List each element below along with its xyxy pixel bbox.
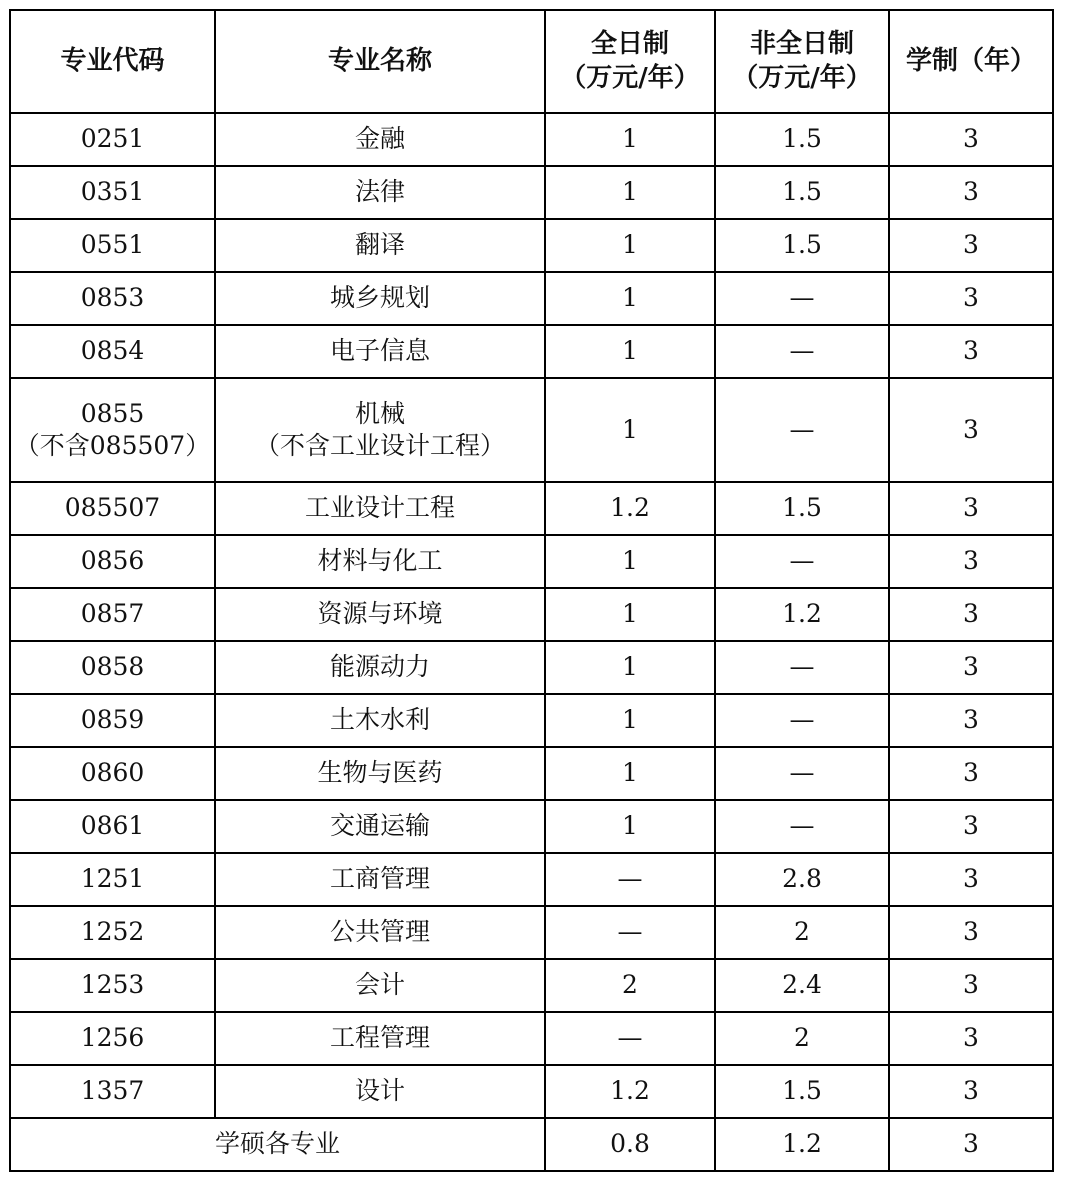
cell-duration: 3 <box>889 535 1053 588</box>
cell-parttime: 1.5 <box>715 113 889 166</box>
table-row <box>10 959 1053 1012</box>
cell-name <box>215 378 545 482</box>
cell-name: 工程管理 <box>215 1012 545 1065</box>
cell-duration: 3 <box>889 482 1053 535</box>
cell-fulltime: 1 <box>545 641 715 694</box>
cell-duration: 3 <box>889 325 1053 378</box>
cell-parttime: 2.8 <box>715 853 889 906</box>
cell-duration: 3 <box>889 906 1053 959</box>
cell-duration: 3 <box>889 959 1053 1012</box>
cell-name: 会计 <box>215 959 545 1012</box>
cell-duration: 3 <box>889 1012 1053 1065</box>
cell-fulltime: 1 <box>545 747 715 800</box>
cell-name: 生物与医药 <box>215 747 545 800</box>
table-row <box>10 113 1053 166</box>
cell-name: 电子信息 <box>215 325 545 378</box>
footer-fulltime: 0.8 <box>545 1118 715 1171</box>
cell-code: 0853 <box>10 272 215 325</box>
table-row <box>10 535 1053 588</box>
cell-fulltime: 1 <box>545 219 715 272</box>
header-fulltime-line2: （万元/年） <box>560 62 700 93</box>
cell-code: 1253 <box>10 959 215 1012</box>
cell-duration: 3 <box>889 113 1053 166</box>
cell-parttime: 1.5 <box>715 219 889 272</box>
cell-name: 能源动力 <box>215 641 545 694</box>
cell-name: 资源与环境 <box>215 588 545 641</box>
cell-parttime: — <box>715 325 889 378</box>
cell-fulltime: 1 <box>545 535 715 588</box>
cell-name: 工商管理 <box>215 853 545 906</box>
header-parttime-line2: （万元/年） <box>732 62 872 93</box>
cell-parttime: — <box>715 747 889 800</box>
header-code: 专业代码 <box>10 10 215 113</box>
table-row <box>10 694 1053 747</box>
cell-fulltime: — <box>545 853 715 906</box>
cell-fulltime: — <box>545 906 715 959</box>
cell-duration: 3 <box>889 166 1053 219</box>
cell-parttime: — <box>715 800 889 853</box>
table-row <box>10 272 1053 325</box>
table-row <box>10 641 1053 694</box>
cell-fulltime: 1.2 <box>545 1065 715 1118</box>
table-row <box>10 906 1053 959</box>
cell-duration: 3 <box>889 588 1053 641</box>
cell-code: 0860 <box>10 747 215 800</box>
header-parttime <box>715 10 889 113</box>
cell-code: 0251 <box>10 113 215 166</box>
table-row <box>10 325 1053 378</box>
cell-code: 085507 <box>10 482 215 535</box>
table-row <box>10 747 1053 800</box>
header-fulltime-line1: 全日制 <box>590 28 669 59</box>
cell-duration: 3 <box>889 747 1053 800</box>
cell-parttime: 2.4 <box>715 959 889 1012</box>
cell-fulltime: 1 <box>545 113 715 166</box>
tuition-fee-table <box>9 9 1054 1172</box>
cell-name-main: 机械 <box>354 398 405 428</box>
cell-fulltime: 1 <box>545 694 715 747</box>
table-row <box>10 1012 1053 1065</box>
cell-code: 0857 <box>10 588 215 641</box>
header-parttime-line1: 非全日制 <box>749 28 854 59</box>
cell-name: 交通运输 <box>215 800 545 853</box>
cell-fulltime: — <box>545 1012 715 1065</box>
cell-parttime: 2 <box>715 1012 889 1065</box>
cell-code: 1256 <box>10 1012 215 1065</box>
cell-duration: 3 <box>889 694 1053 747</box>
cell-duration: 3 <box>889 219 1053 272</box>
header-name: 专业名称 <box>215 10 545 113</box>
cell-code: 0861 <box>10 800 215 853</box>
header-duration: 学制（年） <box>889 10 1053 113</box>
cell-name: 法律 <box>215 166 545 219</box>
cell-fulltime: 1 <box>545 588 715 641</box>
cell-parttime: 1.5 <box>715 1065 889 1118</box>
cell-fulltime: 1 <box>545 325 715 378</box>
cell-fulltime: 1.2 <box>545 482 715 535</box>
cell-fulltime: 2 <box>545 959 715 1012</box>
cell-code: 0551 <box>10 219 215 272</box>
cell-parttime: — <box>715 535 889 588</box>
cell-duration: 3 <box>889 378 1053 482</box>
table-row <box>10 588 1053 641</box>
cell-name: 城乡规划 <box>215 272 545 325</box>
cell-name: 翻译 <box>215 219 545 272</box>
cell-code: 1252 <box>10 906 215 959</box>
cell-code: 0856 <box>10 535 215 588</box>
table-row <box>10 800 1053 853</box>
cell-parttime: — <box>715 378 889 482</box>
table-row <box>10 166 1053 219</box>
cell-name: 土木水利 <box>215 694 545 747</box>
cell-name-note: （不含工业设计工程） <box>254 431 505 460</box>
cell-code: 0859 <box>10 694 215 747</box>
cell-duration: 3 <box>889 641 1053 694</box>
cell-duration: 3 <box>889 800 1053 853</box>
cell-name: 工业设计工程 <box>215 482 545 535</box>
cell-parttime: — <box>715 641 889 694</box>
table-row <box>10 219 1053 272</box>
cell-code <box>10 378 215 482</box>
cell-fulltime: 1 <box>545 378 715 482</box>
cell-name: 材料与化工 <box>215 535 545 588</box>
cell-name: 公共管理 <box>215 906 545 959</box>
cell-parttime: — <box>715 694 889 747</box>
table-row <box>10 853 1053 906</box>
cell-duration: 3 <box>889 1065 1053 1118</box>
cell-fulltime: 1 <box>545 272 715 325</box>
cell-duration: 3 <box>889 272 1053 325</box>
footer-duration: 3 <box>889 1118 1053 1171</box>
cell-parttime: 1.5 <box>715 166 889 219</box>
cell-code-main: 0855 <box>80 398 145 428</box>
cell-code: 0854 <box>10 325 215 378</box>
cell-name: 设计 <box>215 1065 545 1118</box>
table-row <box>10 378 1053 482</box>
cell-fulltime: 1 <box>545 800 715 853</box>
cell-parttime: 1.5 <box>715 482 889 535</box>
header-fulltime <box>545 10 715 113</box>
footer-row <box>10 1118 1053 1171</box>
cell-code-note: （不含085507） <box>14 431 211 460</box>
cell-name: 金融 <box>215 113 545 166</box>
table-row <box>10 482 1053 535</box>
cell-code: 1357 <box>10 1065 215 1118</box>
cell-parttime: — <box>715 272 889 325</box>
footer-label: 学硕各专业 <box>10 1118 545 1171</box>
table-row <box>10 1065 1053 1118</box>
cell-code: 0351 <box>10 166 215 219</box>
cell-parttime: 2 <box>715 906 889 959</box>
cell-code: 0858 <box>10 641 215 694</box>
cell-parttime: 1.2 <box>715 588 889 641</box>
footer-parttime: 1.2 <box>715 1118 889 1171</box>
cell-fulltime: 1 <box>545 166 715 219</box>
cell-code: 1251 <box>10 853 215 906</box>
cell-duration: 3 <box>889 853 1053 906</box>
header-row <box>10 10 1053 113</box>
